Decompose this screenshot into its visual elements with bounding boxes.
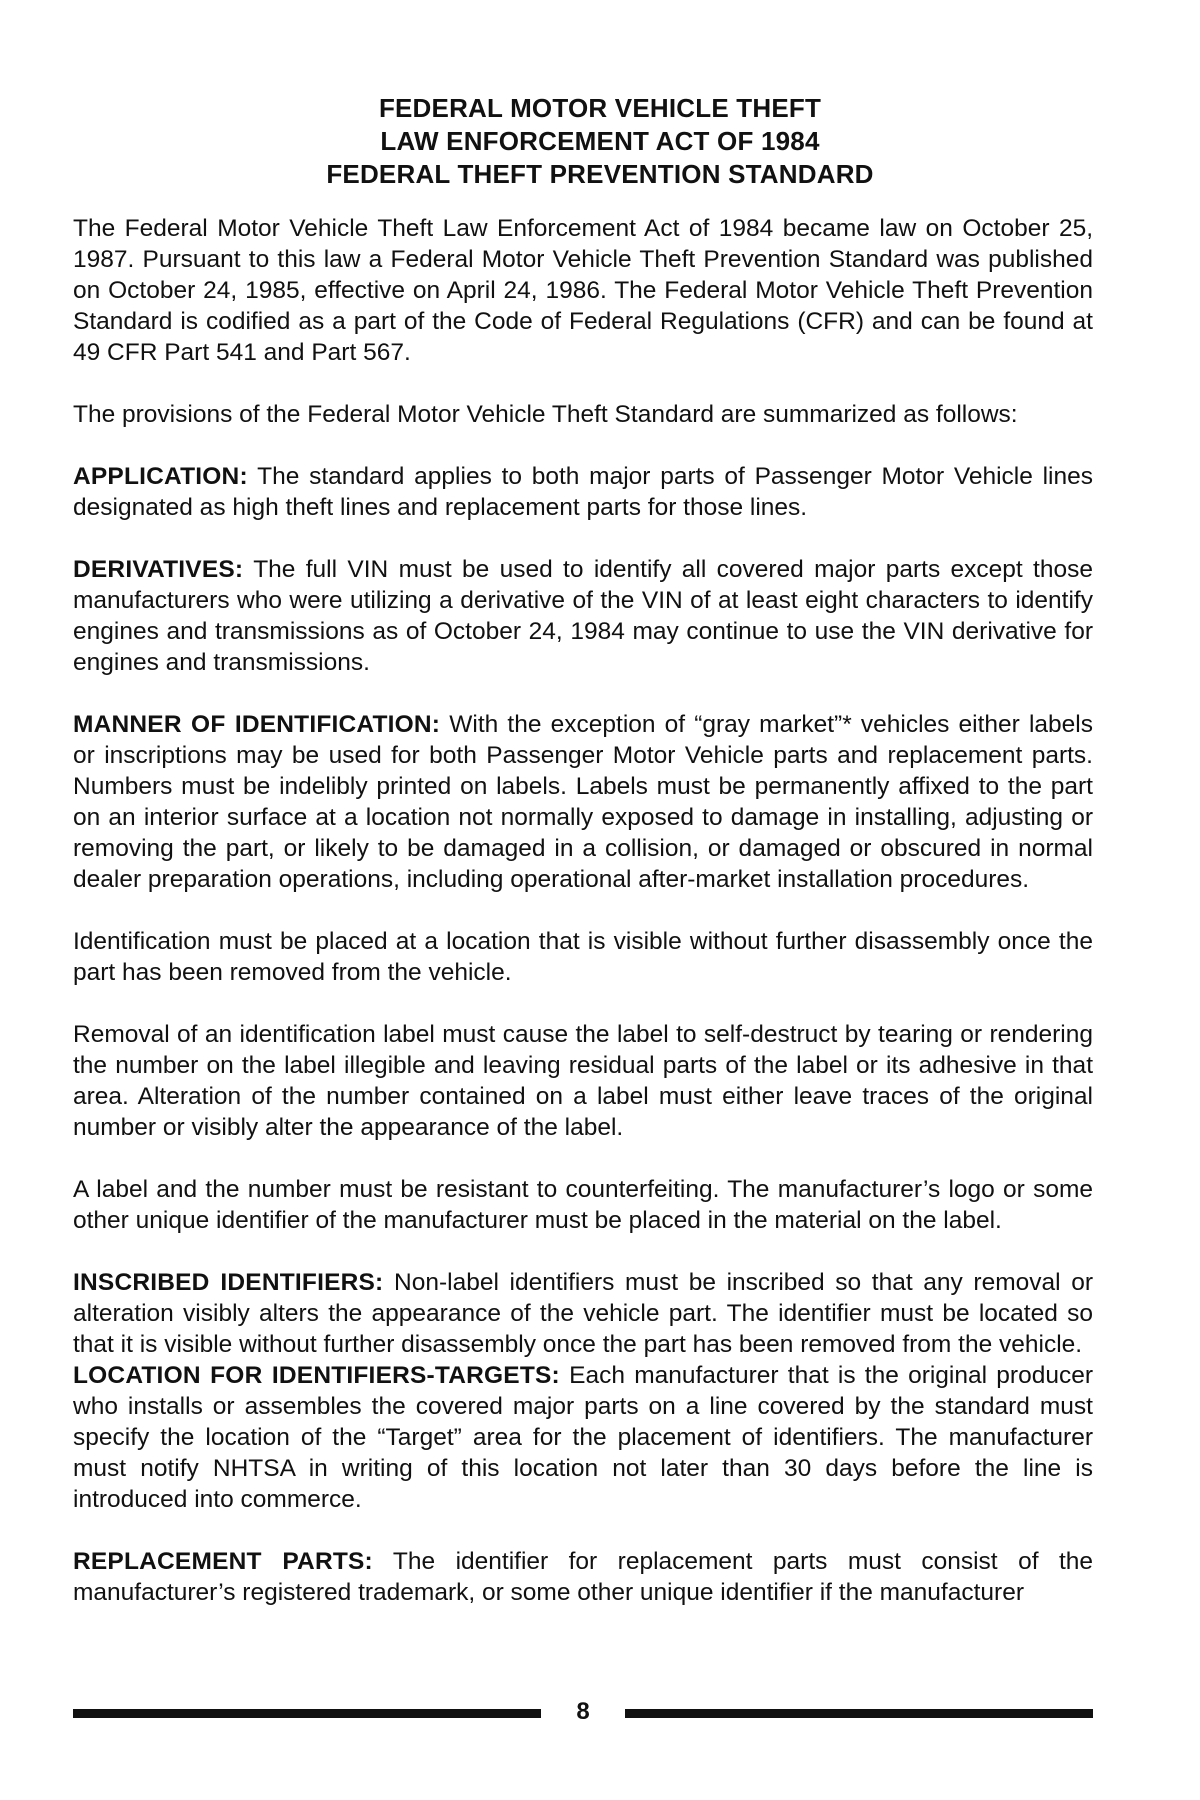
counterfeit-paragraph: A label and the number must be resistant to counterfeiting. The manufacturer’s logo or some other unique identifier of the manufacturer must be placed in the material on the label. (73, 1176, 1093, 1234)
inscribed-label: INSCRIBED IDENTIFIERS: (73, 1269, 384, 1296)
visible-paragraph: Identification must be placed at a location that is visible without further disassembly once the part has been removed from the vehicle. (73, 928, 1093, 986)
derivatives-label: DERIVATIVES: (73, 556, 244, 583)
footer-rule-right (625, 1709, 1093, 1718)
replacement-text: The identifier for replacement parts must consist of the manufacturer’s registered trademark, or some other unique identifier if the manufacturer (73, 1548, 1093, 1606)
document-title (0, 92, 1200, 191)
manner-text: With the exception of “gray market”* vehicles either labels or inscriptions may be used for both Passenger Motor Vehicle parts and replacement parts. Numbers must be indelibly printed on labels. Labels must be permanently affixed to the part on an interior surface at a location not normally exposed to damage in installing, adjusting or removing the part, or likely to be damaged in a collision, or damaged or obscured in normal dealer preparation operations, including operational after-market installation procedures. (73, 711, 1093, 893)
derivatives-text: The full VIN must be used to identify all covered major parts except those manufacturers who were utilizing a derivative of the VIN of at least eight characters to identify engines and transmissions as of October 24, 1984 may continue to use the VIN derivative for engines and transmissions. (73, 556, 1093, 676)
manner-paragraph (73, 709, 1093, 895)
page-number: 8 (576, 1698, 590, 1725)
application-text: The standard applies to both major parts of Passenger Motor Vehicle lines designated as high theft lines and replacement parts for those lines. (73, 463, 1093, 521)
title-line-3: FEDERAL THEFT PREVENTION STANDARD (326, 159, 874, 189)
location-text: Each manufacturer that is the original producer who installs or assembles the covered major parts on a line covered by the standard must specify the location of the “Target” area for the placement of identifiers. The manufacturer must notify NHTSA in writing of this location not later than 30 days before the line is introduced into commerce. (73, 1362, 1093, 1513)
application-paragraph (73, 461, 1093, 523)
replacement-label: REPLACEMENT PARTS: (73, 1548, 373, 1575)
title-line-2: LAW ENFORCEMENT ACT OF 1984 (380, 126, 820, 156)
inscribed-text: Non-label identifiers must be inscribed so that any removal or alteration visibly alters the appearance of the vehicle part. The identifier must be located so that it is visible without further disassembly once the part has been removed from the vehicle. (73, 1269, 1093, 1358)
replacement-paragraph (73, 1546, 1093, 1608)
inscribed-paragraph (73, 1267, 1093, 1360)
location-paragraph (73, 1360, 1093, 1515)
document-body (73, 213, 1093, 1608)
page-footer (73, 1700, 1093, 1724)
intro-paragraph: The Federal Motor Vehicle Theft Law Enforcement Act of 1984 became law on October 25, 1987. Pursuant to this law a Federal Motor Vehicle Theft Prevention Standard was published on October 24, 1985, effective on April 24, 1986. The Federal Motor Vehicle Theft Prevention Standard is codified as a part of the Code of Federal Regulations (CFR) and can be found at 49 CFR Part 541 and Part 567. (73, 215, 1093, 366)
derivatives-paragraph (73, 554, 1093, 678)
removal-paragraph: Removal of an identification label must cause the label to self-destruct by tearing or rendering the number on the label illegible and leaving residual parts of the label or its adhesive in that area. Alteration of the number contained on a label must either leave traces of the original number or visibly alter the appearance of the label. (73, 1021, 1093, 1141)
location-label: LOCATION FOR IDENTIFIERS-TARGETS: (73, 1362, 560, 1389)
application-label: APPLICATION: (73, 463, 248, 490)
manner-label: MANNER OF IDENTIFICATION: (73, 711, 441, 738)
footer-rule-left (73, 1709, 541, 1718)
title-line-1: FEDERAL MOTOR VEHICLE THEFT (378, 93, 822, 123)
summary-paragraph: The provisions of the Federal Motor Vehicle Theft Standard are summarized as follows: (73, 401, 1018, 428)
